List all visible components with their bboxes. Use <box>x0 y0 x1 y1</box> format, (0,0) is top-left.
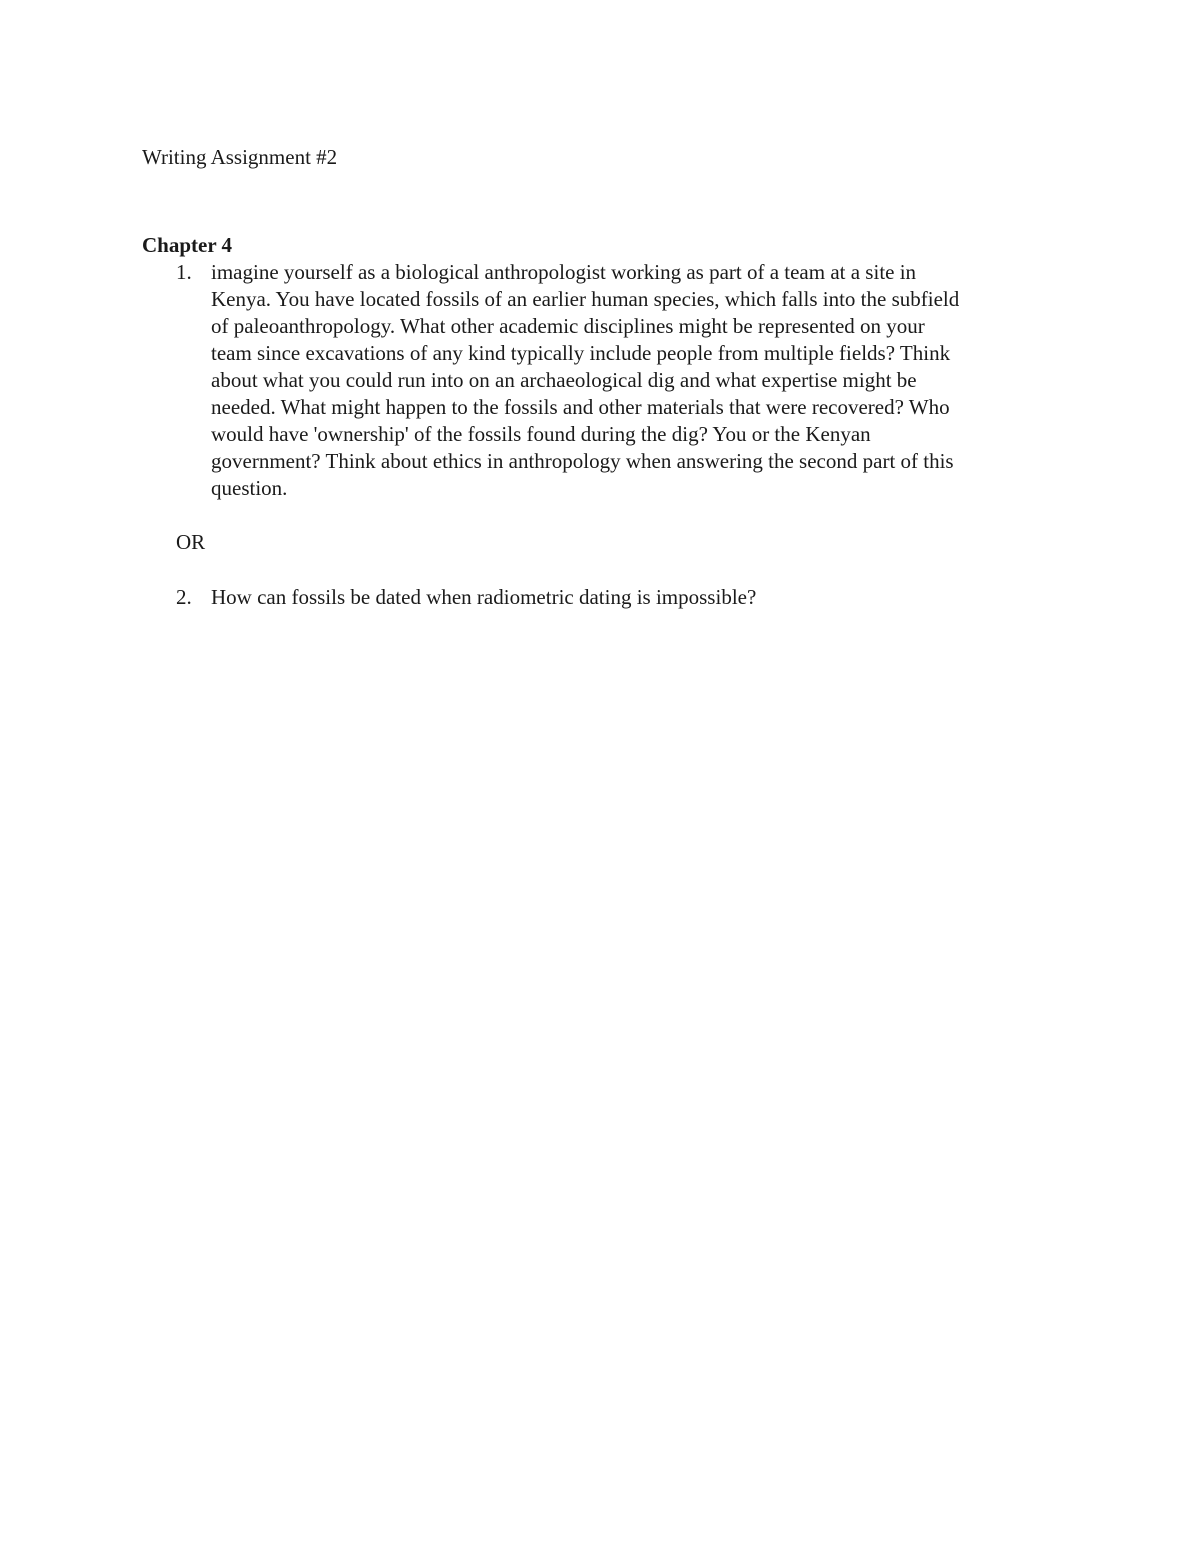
question-2-line: How can fossils be dated when radiometric dating is impossible? <box>211 585 757 609</box>
question-1-line: imagine yourself as a biological anthropologist working as part of a team at a site in <box>211 260 917 284</box>
question-1-line: question. <box>211 476 288 500</box>
question-1-line: government? Think about ethics in anthropology when answering the second part of this <box>211 449 954 473</box>
or-separator: OR <box>176 530 206 554</box>
question-1-number: 1. <box>176 260 192 284</box>
question-1-line: would have 'ownership' of the fossils found during the dig? You or the Kenyan <box>211 422 871 446</box>
question-1-line: team since excavations of any kind typically include people from multiple fields? Think <box>211 341 951 365</box>
question-2-text <box>211 584 1071 611</box>
question-1-line: of paleoanthropology. What other academic disciplines might be represented on your <box>211 314 925 338</box>
question-1-line: Kenya. You have located fossils of an earlier human species, which falls into the subfield <box>211 287 960 311</box>
question-1-line: needed. What might happen to the fossils and other materials that were recovered? Who <box>211 395 950 419</box>
document-title: Writing Assignment #2 <box>142 145 338 169</box>
chapter-heading: Chapter 4 <box>142 233 233 257</box>
question-2-number: 2. <box>176 585 192 609</box>
question-1-line: about what you could run into on an archaeological dig and what expertise might be <box>211 368 917 392</box>
question-1-text <box>211 259 1071 502</box>
